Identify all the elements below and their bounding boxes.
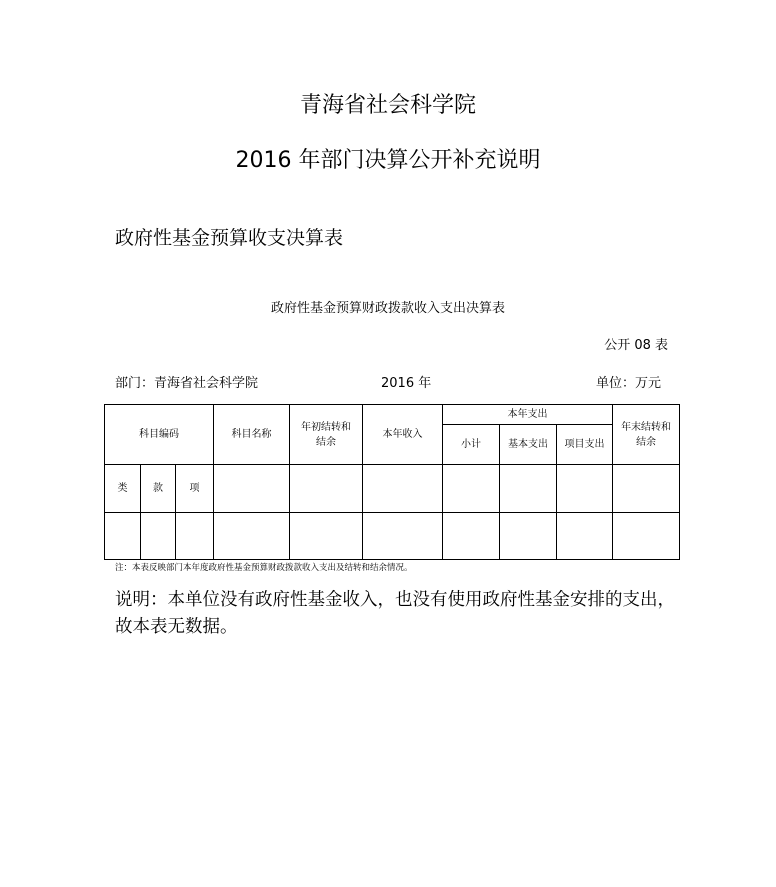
header-basic: 基本支出 [500, 425, 557, 465]
header-code: 科目编码 [105, 405, 214, 465]
fund-table [104, 404, 680, 560]
explanation-text: 说明：本单位没有政府性基金收入，也没有使用政府性基金安排的支出，故本表无数据。 [115, 590, 675, 637]
table-cell [105, 513, 141, 560]
table-row [105, 513, 680, 560]
table-cell [290, 513, 363, 560]
table-cell [500, 513, 557, 560]
section-title: 政府性基金预算收支决算表 [115, 227, 344, 249]
form-number: 公开 08 表 [604, 338, 668, 353]
table-cell [214, 465, 290, 513]
header-begin-balance: 年初结转和结余 [290, 405, 363, 465]
header-subtotal: 小计 [443, 425, 500, 465]
table-note: 注：本表反映部门本年度政府性基金预算财政拨款收入支出及结转和结余情况。 [115, 563, 413, 573]
department-label: 部门：青海省社会科学院 [115, 376, 259, 391]
header-xiang: 项 [176, 465, 214, 513]
header-end-balance: 年末结转和结余 [613, 405, 680, 465]
header-kuan: 款 [141, 465, 176, 513]
header-expense: 本年支出 [443, 405, 613, 425]
table-cell [443, 465, 500, 513]
table-cell [613, 513, 680, 560]
table-cell [363, 465, 443, 513]
header-income: 本年收入 [363, 405, 443, 465]
header-project: 项目支出 [557, 425, 613, 465]
table-cell [290, 465, 363, 513]
table-cell [176, 513, 214, 560]
table-cell [500, 465, 557, 513]
table-title: 政府性基金预算财政拨款收入支出决算表 [270, 301, 505, 316]
org-title: 青海省社会科学院 [299, 93, 476, 118]
table-cell [557, 465, 613, 513]
unit-label: 单位：万元 [596, 376, 662, 391]
page-title: 2016 年部门决算公开补充说明 [235, 148, 541, 173]
table-cell [214, 513, 290, 560]
table-cell [363, 513, 443, 560]
table-cell [443, 513, 500, 560]
header-lei: 类 [105, 465, 141, 513]
header-name: 科目名称 [214, 405, 290, 465]
table-cell [613, 465, 680, 513]
year-label: 2016 年 [381, 376, 432, 391]
table-cell [141, 513, 176, 560]
table-cell [557, 513, 613, 560]
